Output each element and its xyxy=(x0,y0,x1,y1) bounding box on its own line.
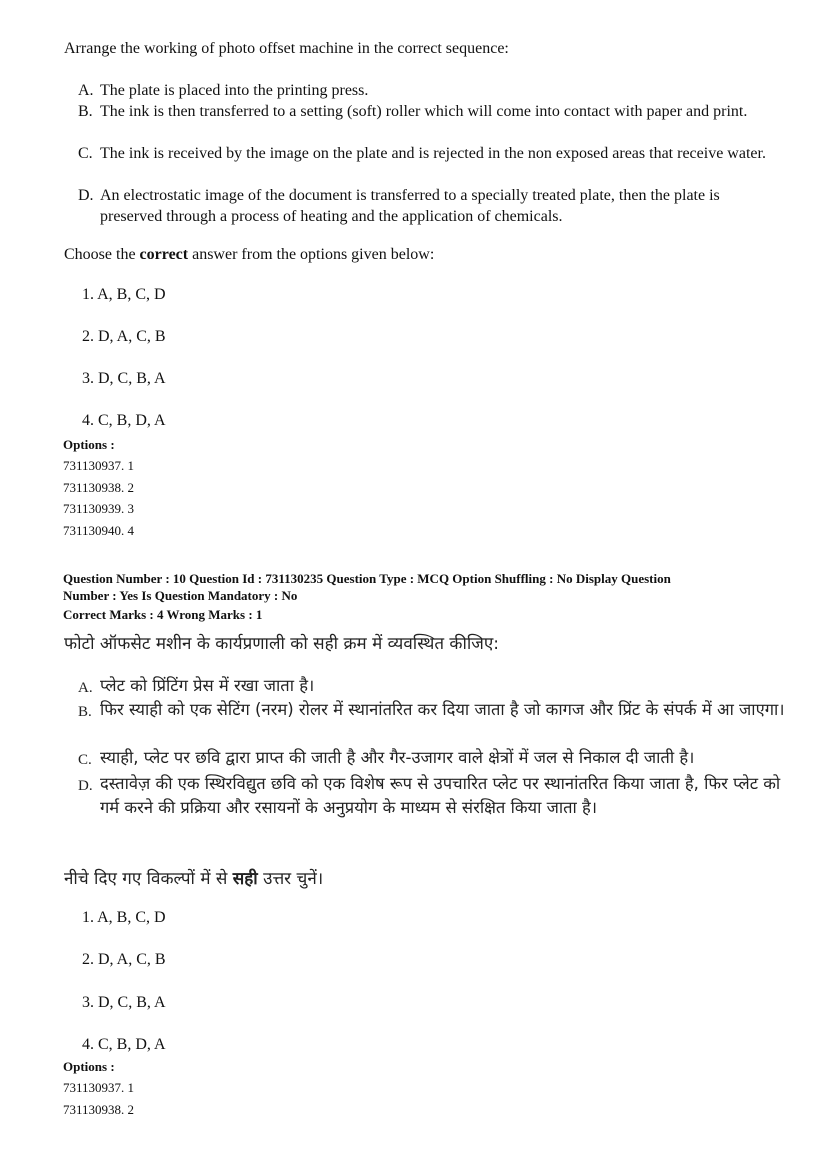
statement-d-english xyxy=(78,185,768,227)
answer-choice-4-english: 4. C, B, D, A xyxy=(82,412,166,429)
statement-b-english xyxy=(78,101,778,122)
answer-choice-2-english: 2. D, A, C, B xyxy=(82,328,166,345)
statement-letter: C. xyxy=(78,752,92,768)
statement-text: The plate is placed into the printing press. xyxy=(100,82,369,99)
choose-bold: correct xyxy=(139,246,189,263)
option-id-4: 731130940. 4 xyxy=(63,523,135,538)
option-id-2-hindi: 731130938. 2 xyxy=(63,1102,135,1117)
statement-letter: D. xyxy=(78,778,93,794)
question-meta-line-1: Question Number : 10 Question Id : 731130235 Question Type : MCQ Option Shuffling : No Display Question xyxy=(63,571,671,586)
statement-letter: A. xyxy=(78,82,94,99)
statement-a-english xyxy=(78,80,798,101)
statement-letter: B. xyxy=(78,103,93,120)
statement-letter: D. xyxy=(78,187,94,204)
choose-post: उत्तर चुनें। xyxy=(257,869,324,889)
statement-a-hindi xyxy=(78,674,798,698)
options-label-english: Options : xyxy=(63,437,115,452)
statement-letter: C. xyxy=(78,145,93,162)
question-text-hindi: फोटो ऑफसेट मशीन के कार्यप्रणाली को सही क्रम में व्यवस्थित कीजिए: xyxy=(64,634,500,654)
statement-b-hindi xyxy=(78,698,798,722)
answer-choice-2-hindi: 2. D, A, C, B xyxy=(82,951,166,968)
statement-letter: A. xyxy=(78,680,93,696)
answer-choice-3-english: 3. D, C, B, A xyxy=(82,370,166,387)
option-id-3: 731130939. 3 xyxy=(63,501,135,516)
statement-c-english xyxy=(78,143,768,164)
statement-text: स्याही, प्लेट पर छवि द्वारा प्राप्त की जाती है और गैर-उजागर वाले क्षेत्रों में जल से निकाल दी जाती है। xyxy=(100,748,695,767)
statement-letter: B. xyxy=(78,704,92,720)
answer-choice-3-hindi: 3. D, C, B, A xyxy=(82,994,166,1011)
statement-text: The ink is then transferred to a setting (soft) roller which will come into contact with paper and print. xyxy=(100,103,748,120)
answer-choice-1-english: 1. A, B, C, D xyxy=(82,286,166,303)
choose-post: answer from the options given below: xyxy=(188,246,435,263)
choose-instruction-english xyxy=(64,246,434,264)
statement-c-hindi xyxy=(78,746,798,770)
question-text-english: Arrange the working of photo offset machine in the correct sequence: xyxy=(64,40,509,57)
choose-bold: सही xyxy=(232,869,258,889)
option-id-2: 731130938. 2 xyxy=(63,480,135,495)
statement-text: फिर स्याही को एक सेटिंग (नरम) रोलर में स्थानांतरित कर दिया जाता है जो कागज और प्रिंट के संपर्क में आ जाएगा। xyxy=(100,700,785,719)
choose-pre: नीचे दिए गए विकल्पों में से xyxy=(64,869,233,889)
choose-pre: Choose the xyxy=(64,246,140,263)
answer-choice-1-hindi: 1. A, B, C, D xyxy=(82,909,166,926)
option-id-1-hindi: 731130937. 1 xyxy=(63,1080,135,1095)
choose-instruction-hindi xyxy=(64,866,323,889)
statement-text: An electrostatic image of the document is transferred to a specially treated plate, then the plate is preserved through a process of heating and the application of chemicals. xyxy=(100,187,720,225)
question-meta-line-2: Number : Yes Is Question Mandatory : No xyxy=(63,588,298,603)
statement-d-hindi xyxy=(78,772,798,820)
option-id-1: 731130937. 1 xyxy=(63,458,135,473)
statement-text: The ink is received by the image on the plate and is rejected in the non exposed areas that receive water. xyxy=(100,145,766,162)
question-meta-line-3: Correct Marks : 4 Wrong Marks : 1 xyxy=(63,607,263,622)
statement-text: दस्तावेज़ की एक स्थिरविद्युत छवि को एक विशेष रूप से उपचारित प्लेट पर स्थानांतरित किया जाता है, फिर प्लेट को गर्म करने की प्रक्रिया और रसायनों के अनुप्रयोग के माध्यम से संरक्षित किया जाता है। xyxy=(100,774,781,817)
options-label-hindi: Options : xyxy=(63,1059,115,1074)
statement-text: प्लेट को प्रिंटिंग प्रेस में रखा जाता है। xyxy=(100,676,315,695)
answer-choice-4-hindi: 4. C, B, D, A xyxy=(82,1036,166,1053)
